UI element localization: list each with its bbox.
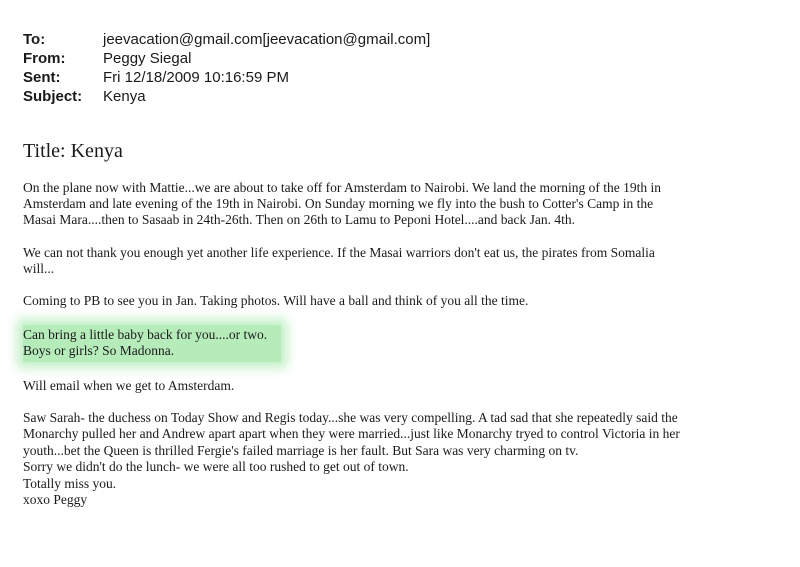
highlighter-mark <box>23 325 281 361</box>
paragraph-highlighted <box>23 325 800 361</box>
body-line: Coming to PB to see you in Jan. Taking photos. Will have a ball and think of you all the time. <box>23 293 529 309</box>
body-line: Can bring a little baby back for you....or two. <box>23 327 268 343</box>
body-line: Amsterdam and late evening of the 19th in Nairobi. On Sunday morning we fly into the bush to Cotter's Camp in the <box>23 196 654 212</box>
signature: xoxo Peggy <box>23 492 88 508</box>
body-line: youth...bet the Queen is thrilled Fergie's failed marriage is her fault. But Sara was very charming on tv. <box>23 442 579 458</box>
body-line: Totally miss you. <box>23 475 117 491</box>
sent-row <box>23 68 430 87</box>
body-line: will... <box>23 260 55 276</box>
subject-label: Subject: <box>23 88 83 105</box>
paragraph-thanks <box>23 245 800 277</box>
paragraph-itinerary <box>23 180 800 229</box>
document-title: Title: Kenya <box>23 140 123 162</box>
sent-label: Sent: <box>23 69 61 86</box>
to-label: To: <box>23 31 46 48</box>
body-line: On the plane now with Mattie...we are about to take off for Amsterdam to Nairobi. We land the morning of the 19th in <box>23 180 662 195</box>
to-row <box>23 30 430 49</box>
body-line: Masai Mara....then to Sasaab in 24th-26th. Then on 26th to Lamu to Peponi Hotel....and back Jan. 4th. <box>23 212 576 228</box>
body-line: Monarchy pulled her and Andrew apart apart when they were married...just like Monarchy tryed to control Victoria in her <box>23 426 680 442</box>
from-value: Peggy Siegal <box>103 50 192 67</box>
paragraph-will-email <box>23 378 800 394</box>
body-line: Sorry we didn't do the lunch- we were all too rushed to get out of town. <box>23 459 409 475</box>
from-row <box>23 49 430 68</box>
paragraph-coming-to-pb <box>23 293 800 309</box>
subject-row <box>23 87 430 106</box>
body-line: Saw Sarah- the duchess on Today Show and Regis today...she was very compelling. A tad sad that she repeatedly said the <box>23 409 678 425</box>
body-line: We can not thank you enough yet another life experience. If the Masai warriors don't eat us, the pirates from Somalia <box>23 244 655 260</box>
body-line: Boys or girls? So Madonna. <box>23 343 175 359</box>
to-value: jeevacation@gmail.com[jeevacation@gmail.com] <box>103 31 431 48</box>
from-label: From: <box>23 50 66 67</box>
body-line: Will email when we get to Amsterdam. <box>23 377 235 393</box>
paragraph-closing <box>23 410 800 509</box>
subject-value: Kenya <box>103 88 146 105</box>
email-body <box>23 180 800 525</box>
sent-value: Fri 12/18/2009 10:16:59 PM <box>103 69 289 86</box>
email-header <box>23 30 430 106</box>
